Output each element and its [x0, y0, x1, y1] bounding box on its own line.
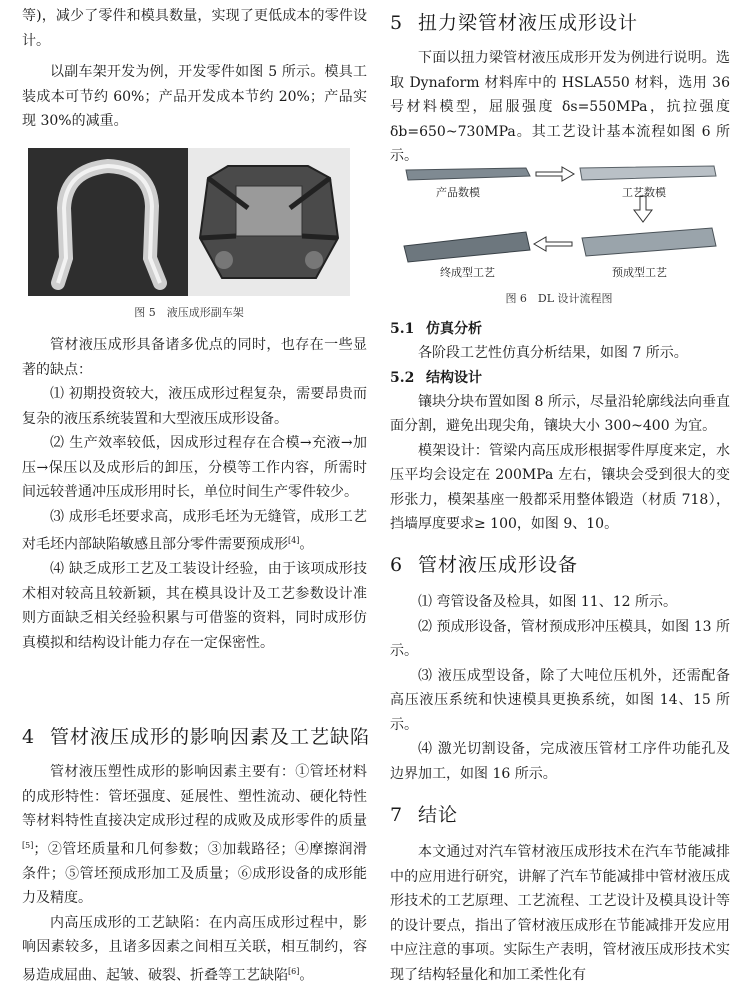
paragraph-defects-intro: 管材液压成形具备诸多优点的同时，也存在一些显著的缺点： [22, 337, 367, 378]
figure-6-flowchart [400, 158, 718, 283]
defect-item-1: ⑴ 初期投资较大，液压成形过程复杂，需要昂贵而复杂的液压系统装置和大型液压成形设备。 [22, 386, 367, 427]
citation-5: [5] [22, 840, 34, 850]
figure-5-photo [28, 148, 350, 296]
paragraph-torsion-beam-design: 下面以扭力梁管材液压成形开发为例进行说明。选取 Dynaform 材料库中的 HSLA550 材料，选用 36 号材料模型，屈服强度 δs=550MPa，抗拉强度 δb=650~730MPa。其工艺设计基本流程如图 6 所示。 [390, 50, 730, 164]
section-5-heading: 5 扭力梁管材液压成形设计 [390, 12, 639, 34]
paragraph-process-defects: 内高压成形的工艺缺陷：在内高压成形过程中，影响因素较多，且诸多因素之间相互关联，相互制约，容易造成屈曲、起皱、破裂、折叠等工艺缺陷[6]。 [22, 914, 367, 984]
section-6-body [390, 590, 730, 786]
paragraph-intro: 等)，减少了零件和模具数量，实现了更低成本的零件设计。 [22, 8, 367, 49]
left-column-lower [22, 333, 367, 655]
section-7-heading: 7 结论 [390, 804, 459, 826]
equipment-item-2: ⑵ 预成形设备，管材预成形冲压模具，如图 13 所示。 [390, 618, 730, 659]
subframe-photo [188, 148, 350, 296]
section-4-body [22, 760, 367, 988]
paragraph-mold-base: 模架设计：管梁内高压成形根据零件厚度来定，水压平均会设定在 200MPa 左右，镶块会受到很大的变形张力，模架基座一般都采用整体锻造（材质 718），挡墙厚度要求≥ 100，如图 9、10。 [390, 442, 730, 532]
flow-label-final-forming: 终成型工艺 [440, 266, 495, 279]
paragraph-simulation: 各阶段工艺性仿真分析结果，如图 7 所示。 [418, 345, 688, 361]
figure-6-caption: 图 6 DL 设计流程图 [505, 292, 613, 305]
citation-6: [6] [288, 966, 300, 976]
section-7-body [390, 840, 730, 987]
figure-5-caption: 图 5 液压成形副车架 [134, 306, 244, 319]
paragraph-conclusion: 本文通过对汽车管材液压成形技术在汽车节能减排中的应用进行研究，讲解了汽车节能减排中管材液压成形技术的工艺原理、工艺流程、工艺设计及模具设计等的设计要点，指出了管材液压成形在节能减排开发应用中应注意的事项。实际生产表明，管材液压成形技术实现了结构轻量化和加工柔性化有 [390, 844, 730, 983]
equipment-item-1: ⑴ 弯管设备及检具，如图 11、12 所示。 [418, 594, 677, 610]
flow-label-process-model: 工艺数模 [622, 186, 666, 199]
tube-part-photo [28, 148, 188, 296]
paragraph-subframe-example: 以副车架开发为例，开发零件如图 5 所示。模具工装成本可节约 60%；产品开发成本节约 20%；产品实现 30%的减重。 [22, 64, 367, 129]
subsection-5-1-heading: 5.1 仿真分析 [390, 321, 482, 337]
section-6-heading: 6 管材液压成形设备 [390, 554, 579, 576]
subsection-5-2-heading: 5.2 结构设计 [390, 369, 482, 386]
defect-item-4: ⑷ 缺乏成形工艺及工装设计经验，由于该项成形技术相对较高且较新颖，其在模具设计及工艺参数设计准则方面缺乏相关经验积累与可借鉴的资料，同时成形仿真模拟和结构设计能力存在一定保密性。 [22, 561, 367, 651]
section-5-body [390, 46, 730, 169]
defect-item-3: ⑶ 成形毛坯要求高，成形毛坯为无缝管，成形工艺对毛坯内部缺陷敏感且部分零件需要预成形[4]。 [22, 508, 367, 553]
section-5-subsections [390, 317, 730, 537]
equipment-item-3: ⑶ 液压成型设备，除了大吨位压机外，还需配备高压液压系统和快速模具更换系统，如图 14、15 所示。 [390, 667, 730, 733]
section-4-heading: 4 管材液压成形的影响因素及工艺缺陷 [22, 726, 371, 748]
paragraph-insert-layout: 镶块分块布置如图 8 所示，尽量沿轮廓线法向垂直面分割，避免出现尖角，镶块大小 300~400 为宜。 [390, 393, 730, 434]
defect-item-2: ⑵ 生产效率较低，因成形过程存在合模→充液→加压→保压以及成形后的卸压，分模等工作内容，所需时间远较普通冲压成形用时长，单位时间生产零件较少。 [22, 435, 367, 500]
flow-label-pre-forming: 预成型工艺 [612, 266, 667, 279]
citation-4: [4] [288, 536, 300, 545]
equipment-item-4: ⑷ 激光切割设备，完成液压管材工序件功能孔及边界加工，如图 16 所示。 [390, 741, 730, 782]
flow-label-product-model: 产品数模 [436, 186, 480, 199]
paragraph-influence-factors: 管材液压塑性成形的影响因素主要有：①管坯材料的成形特性：管坯强度、延展性、塑性流动、硬化特性等材料特性直接决定成形过程的成败及成形零件的质量[5]；②管坯质量和几何参数；③加载路径；④摩擦润滑条件；⑤管坯预成形加工及质量；⑥成形设备的成形能力及精度。 [22, 764, 367, 907]
